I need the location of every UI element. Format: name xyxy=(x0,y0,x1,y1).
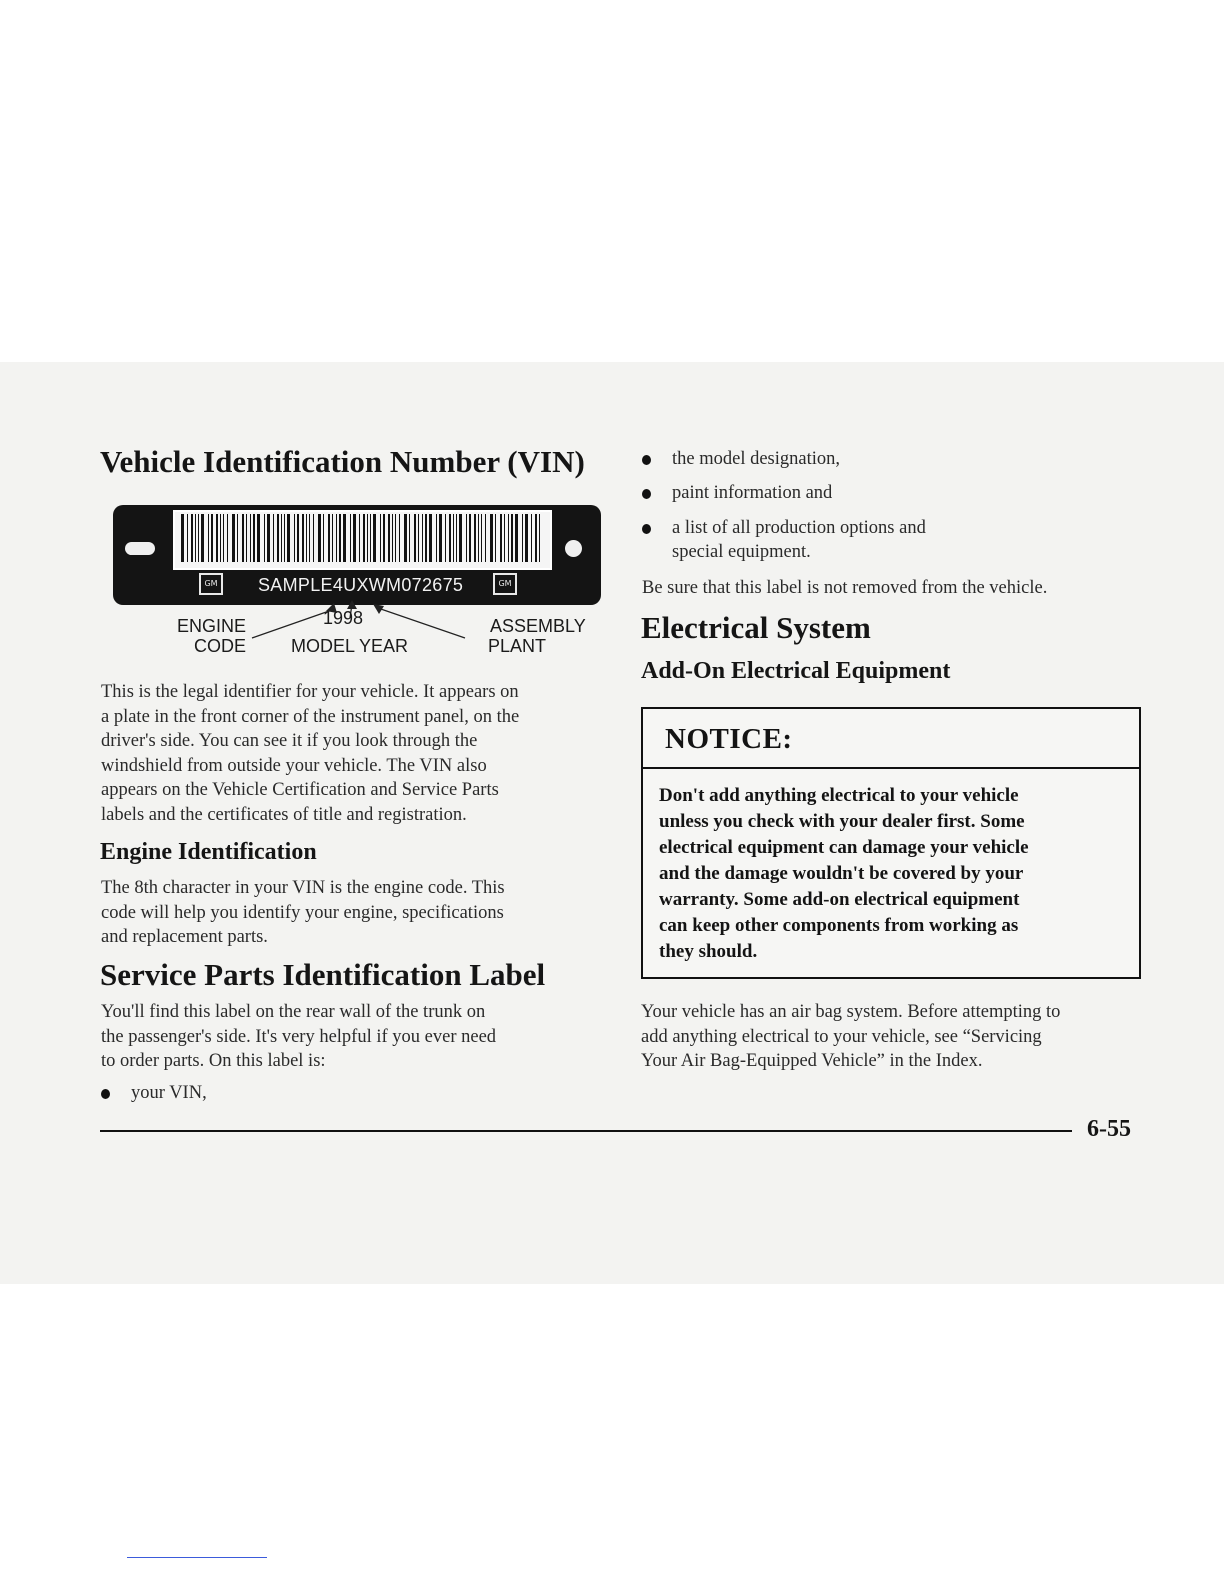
service-parts-heading: Service Parts Identification Label xyxy=(100,957,546,992)
barcode-bar xyxy=(281,514,282,562)
barcode-bar xyxy=(216,514,218,562)
barcode-bar xyxy=(478,514,479,562)
barcode-bar xyxy=(445,514,446,562)
gm-logo-left: GM xyxy=(199,573,223,595)
text-line: Your vehicle has an air bag system. Before attempting to xyxy=(641,1002,1061,1022)
barcode-bar xyxy=(414,514,416,562)
barcode-bar xyxy=(490,514,493,562)
callout-assembly: ASSEMBLY xyxy=(490,616,586,636)
footer-rule xyxy=(100,1130,1072,1132)
barcode-bar xyxy=(294,514,295,562)
barcode-bar xyxy=(418,514,419,562)
barcode-bar xyxy=(508,514,509,562)
barcode-bar xyxy=(187,514,188,562)
barcode-bar xyxy=(539,514,540,562)
page-number: 6-55 xyxy=(1087,1116,1131,1142)
barcode-bar xyxy=(531,514,532,562)
callout-model-year: MODEL YEAR xyxy=(291,636,409,656)
barcode-bar xyxy=(191,514,193,562)
barcode-bar xyxy=(328,514,330,562)
text-line: Don't add anything electrical to your vehicle xyxy=(659,785,1019,806)
barcode-bar xyxy=(220,514,221,562)
barcode-bar xyxy=(535,514,537,562)
barcode-bar xyxy=(257,514,260,562)
barcode-bar xyxy=(201,514,204,562)
airbag-paragraph xyxy=(641,1000,1151,1074)
barcode-bar xyxy=(439,514,442,562)
list-item-text: paint information and xyxy=(672,483,833,503)
barcode-bar xyxy=(309,514,310,562)
barcode-bar xyxy=(267,514,270,562)
text-line: add anything electrical to your vehicle, see “Servicing xyxy=(641,1026,1042,1047)
barcode-bar xyxy=(474,514,476,562)
barcode-bar xyxy=(250,514,251,562)
barcode-bar xyxy=(287,514,290,562)
text-line: This is the legal identifier for your vehicle. It appears on xyxy=(101,682,519,702)
barcode-bar xyxy=(404,514,407,562)
barcode-bar xyxy=(306,514,307,562)
barcode-bar xyxy=(264,514,265,562)
bullet-icon xyxy=(642,489,651,499)
text-line: warranty. Some add-on electrical equipment xyxy=(659,889,1020,910)
barcode-bar xyxy=(481,514,482,562)
barcode-bar xyxy=(453,514,454,562)
barcode-bar xyxy=(246,514,247,562)
barcode-bar xyxy=(380,514,381,562)
barcode-bar xyxy=(277,514,279,562)
barcode-bar xyxy=(223,514,224,562)
barcode-bar xyxy=(323,514,324,562)
text-line: they should. xyxy=(659,941,758,962)
barcode-bar xyxy=(242,514,244,562)
barcode-bar xyxy=(353,514,356,562)
barcode-bar xyxy=(237,514,238,562)
barcode-bar xyxy=(363,514,365,562)
electrical-heading: Electrical System xyxy=(641,610,871,645)
text-line: a plate in the front corner of the instrument panel, on the xyxy=(101,706,520,727)
callout-plant: PLANT xyxy=(488,636,547,656)
bullet-icon xyxy=(642,524,651,534)
barcode-bar xyxy=(339,514,341,562)
engine-paragraph xyxy=(101,876,601,950)
text-line: driver's side. You can see it if you look through the xyxy=(101,731,478,751)
notice-text xyxy=(659,783,1129,965)
engine-heading: Engine Identification xyxy=(100,839,317,865)
barcode-bar xyxy=(515,514,518,562)
barcode-bar xyxy=(232,514,235,562)
barcode-bar xyxy=(456,514,457,562)
barcode-bar xyxy=(425,514,427,562)
list-item-text: your VIN, xyxy=(131,1083,207,1103)
notice-box xyxy=(641,707,1141,979)
barcode-bar xyxy=(350,514,351,562)
barcode-bar xyxy=(485,514,486,562)
list-item-text: a list of all production options and xyxy=(672,518,926,538)
barcode-bar xyxy=(469,514,471,562)
barcode-bar xyxy=(504,514,505,562)
barcode-bar xyxy=(459,514,462,562)
barcode-bar xyxy=(181,514,184,562)
callout-engine: ENGINE xyxy=(177,616,247,636)
vin-plate-illustration xyxy=(113,505,601,605)
text-line: labels and the certificates of title and registration. xyxy=(101,804,467,825)
vin-barcode xyxy=(173,510,552,570)
text-line: The 8th character in your VIN is the engine code. This xyxy=(101,878,505,898)
barcode-bar xyxy=(284,514,285,562)
text-line: Your Air Bag-Equipped Vehicle” in the Index. xyxy=(641,1051,983,1071)
barcode-bar xyxy=(211,514,213,562)
barcode-bar xyxy=(313,514,314,562)
list-item-text: the model designation, xyxy=(672,449,841,469)
text-line: windshield from outside your vehicle. The VIN also xyxy=(101,755,487,776)
vin-paragraph xyxy=(101,680,601,827)
barcode-bar xyxy=(359,514,360,562)
callout-year: 1998 xyxy=(323,608,364,628)
notice-header xyxy=(643,709,1139,769)
barcode-bar xyxy=(367,514,368,562)
barcode-bar xyxy=(429,514,432,562)
barcode-bar xyxy=(297,514,299,562)
barcode-bar xyxy=(409,514,410,562)
barcode-bar xyxy=(227,514,228,562)
barcode-bar xyxy=(495,514,496,562)
barcode-bar xyxy=(388,514,390,562)
barcode-bar xyxy=(525,514,528,562)
text-line: unless you check with your dealer first. Some xyxy=(659,811,1025,832)
bottom-underline xyxy=(127,1557,267,1558)
barcode-bar xyxy=(392,514,393,562)
barcode-bar xyxy=(302,514,304,562)
text-line: and the damage wouldn't be covered by your xyxy=(659,863,1024,884)
text-line: code will help you identify your engine, specifications xyxy=(101,902,504,923)
text-line: the passenger's side. It's very helpful if you ever need xyxy=(101,1026,497,1047)
barcode-bar xyxy=(500,514,502,562)
barcode-bar xyxy=(198,514,199,562)
text-line: and replacement parts. xyxy=(101,927,268,947)
barcode-bar xyxy=(373,514,376,562)
plate-hole-right xyxy=(565,540,582,557)
barcode-bar xyxy=(466,514,467,562)
barcode-bar xyxy=(422,514,423,562)
barcode-bar xyxy=(343,514,346,562)
plate-hole-left xyxy=(125,542,155,555)
list-item-text: special equipment. xyxy=(672,542,811,562)
barcode-bar xyxy=(195,514,196,562)
barcode-bar xyxy=(253,514,255,562)
barcode-bar xyxy=(273,514,274,562)
barcode-bar xyxy=(511,514,513,562)
barcode-bar xyxy=(318,514,321,562)
text-line: You'll find this label on the rear wall of the trunk on xyxy=(101,1002,486,1022)
callout-engine-code: CODE xyxy=(194,636,247,656)
bullet-icon xyxy=(101,1089,110,1099)
label-note: Be sure that this label is not removed from the vehicle. xyxy=(642,578,1048,598)
text-line: to order parts. On this label is: xyxy=(101,1051,326,1071)
text-line: electrical equipment can damage your vehicle xyxy=(659,837,1029,858)
bullet-icon xyxy=(642,455,651,465)
barcode-bar xyxy=(370,514,371,562)
barcode-bar xyxy=(522,514,523,562)
barcode-bar xyxy=(399,514,400,562)
text-line: appears on the Vehicle Certification and Service Parts xyxy=(101,780,499,800)
barcode-bar xyxy=(383,514,385,562)
barcode-bar xyxy=(449,514,451,562)
vin-heading: Vehicle Identification Number (VIN) xyxy=(100,444,585,479)
text-line: can keep other components from working as xyxy=(659,915,1019,936)
barcode-bar xyxy=(436,514,437,562)
barcode-bar xyxy=(336,514,337,562)
vin-number: SAMPLE4UXWM072675 xyxy=(258,575,464,595)
notice-title: NOTICE: xyxy=(665,723,793,755)
barcode-bar xyxy=(332,514,333,562)
service-parts-paragraph xyxy=(101,1000,601,1074)
barcode-bar xyxy=(395,514,396,562)
barcode-bar xyxy=(208,514,209,562)
addon-heading: Add-On Electrical Equipment xyxy=(641,658,951,684)
barcode-bars xyxy=(175,512,546,564)
gm-logo-right: GM xyxy=(493,573,517,595)
